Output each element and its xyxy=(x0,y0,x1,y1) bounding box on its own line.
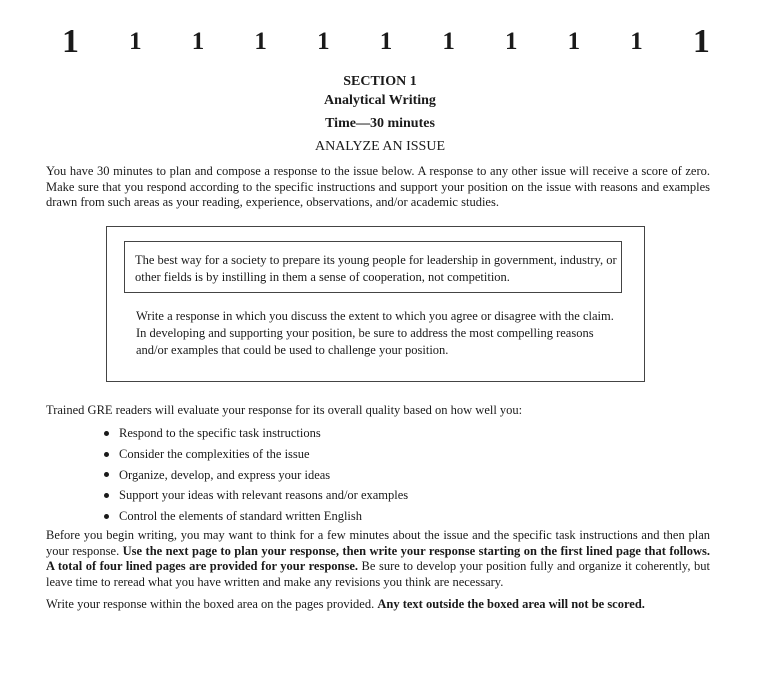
claim-box xyxy=(124,241,622,293)
section-number: 1 xyxy=(692,23,710,60)
final-emphasis: Any text outside the boxed area will not be scored. xyxy=(377,597,645,611)
criteria-label: Consider the complexities of the issue xyxy=(119,446,310,461)
list-item xyxy=(104,485,408,506)
list-item xyxy=(104,465,408,486)
bullet-icon xyxy=(104,452,109,457)
list-item xyxy=(104,423,408,444)
list-item xyxy=(104,444,408,465)
closing-paragraph xyxy=(46,528,710,590)
final-note xyxy=(46,596,710,612)
section-number: 1 xyxy=(504,28,518,55)
closing-text-end: Be sure to develop your position fully and organize it coherently, but leave time to reread what you have written and make any revisions you think are necessary. xyxy=(46,559,710,589)
task-title: ANALYZE AN ISSUE xyxy=(314,139,446,154)
section-number: 1 xyxy=(254,28,267,55)
final-text: Write your response within the boxed area on the pages provided. xyxy=(46,597,378,611)
evaluation-lead: Trained GRE readers will evaluate your response for its overall quality based on how well you: xyxy=(46,403,523,417)
list-item xyxy=(104,506,408,527)
claim-text: The best way for a society to prepare its young people for leadership in government, industry, or other fields is by instilling in them a sense of cooperation, not competition. xyxy=(135,253,617,284)
closing-emphasis: Use the next page to plan your response, then write your response starting on the first lined page that follows. A total of four lined pages are provided for your response. xyxy=(46,543,710,573)
section-heading: SECTION 1 xyxy=(343,74,417,89)
time-limit: Time—30 minutes xyxy=(325,116,435,131)
section-number: 1 xyxy=(129,28,142,55)
section-title: Analytical Writing xyxy=(324,93,436,108)
section-number: 1 xyxy=(62,23,79,60)
section-number: 1 xyxy=(317,28,330,55)
prompt-outer-box xyxy=(106,226,645,382)
criteria-label: Support your ideas with relevant reasons and/or examples xyxy=(119,488,409,503)
bullet-icon xyxy=(104,431,109,436)
criteria-list xyxy=(104,423,408,527)
bullet-icon xyxy=(104,493,109,498)
task-instruction: Write a response in which you discuss the extent to which you agree or disagree with the claim. In developing and supporting your position, be sure to address the most compelling reasons and/or examples that could be used to challenge your position. xyxy=(136,309,614,357)
criteria-label: Respond to the specific task instructions xyxy=(119,426,321,440)
closing-text: Before you begin writing, you may want to think for a few minutes about the issue and the specific task instructions and then plan your response. xyxy=(46,528,710,558)
section-number: 1 xyxy=(379,28,393,55)
bullet-icon xyxy=(104,514,109,519)
section-number: 1 xyxy=(191,28,205,55)
section-number-row xyxy=(62,23,710,60)
criteria-label: Control the elements of standard written English xyxy=(119,509,363,524)
intro-paragraph: You have 30 minutes to plan and compose a response to the issue below. A response to any other issue will receive a score of zero. Make sure that you respond according to the specific instructions and support your position on the issue with reasons and examples drawn from such areas as your reading, experience, observations, and/or academic studies. xyxy=(46,164,710,209)
section-number: 1 xyxy=(630,28,643,55)
section-number: 1 xyxy=(567,28,581,55)
criteria-label: Organize, develop, and express your ideas xyxy=(119,467,331,482)
bullet-icon xyxy=(104,472,109,477)
section-number: 1 xyxy=(442,28,455,55)
